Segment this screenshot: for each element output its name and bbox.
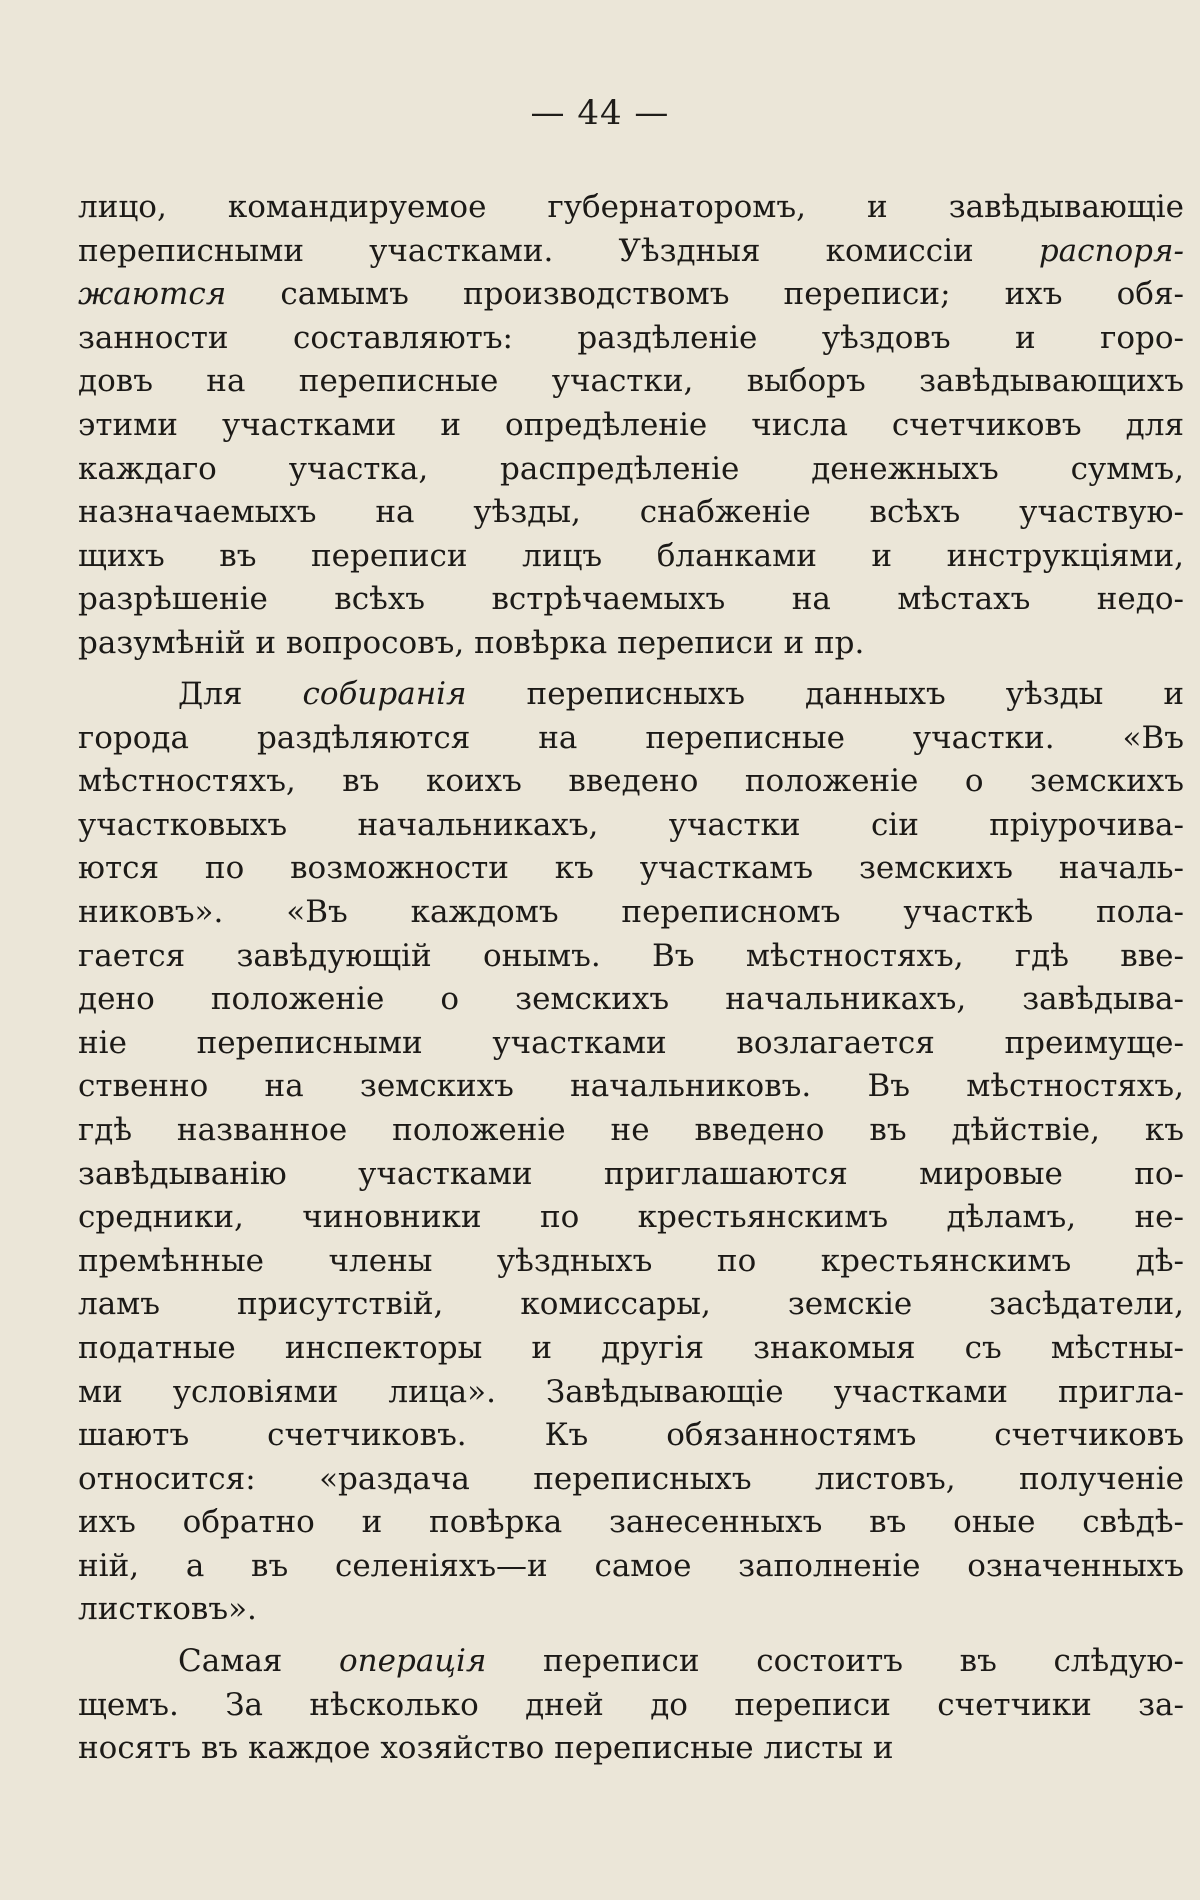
text-line	[78, 578, 1184, 622]
text-line	[78, 448, 1184, 492]
text-run: самымъ производствомъ переписи; ихъ обя-	[226, 276, 1184, 313]
text-run: средники, чиновники по крестьянскимъ дѣламъ, не-	[78, 1199, 1184, 1236]
text-run: ніе переписными участками возлагается преимуще-	[78, 1024, 1184, 1061]
text-run: мѣстностяхъ, въ коихъ введено положеніе о земскихъ	[78, 763, 1184, 800]
text-line	[78, 1153, 1184, 1197]
text-run: города раздѣляются на переписные участки. «Въ	[78, 719, 1184, 756]
text-run: ми условіями лица». Завѣдывающіе участками пригла-	[78, 1373, 1184, 1410]
text-line	[78, 717, 1184, 761]
text-run: переписи состоитъ въ слѣдую-	[486, 1643, 1184, 1679]
text-run: довъ на переписные участки, выборъ завѣдывающихъ	[78, 363, 1184, 400]
text-line	[78, 1196, 1184, 1240]
text-run: назначаемыхъ на уѣзды, снабженіе всѣхъ участвую-	[78, 494, 1184, 531]
paragraph-1	[78, 186, 1184, 666]
text-run: каждаго участка, распредѣленіе денежныхъ суммъ,	[78, 450, 1184, 487]
text-line	[78, 1327, 1184, 1371]
text-run: щихъ въ переписи лицъ бланками и инструкціями,	[78, 537, 1184, 574]
text-run: премѣнные члены уѣздныхъ по крестьянскимъ дѣ-	[78, 1242, 1184, 1279]
text-run: разумѣній и вопросовъ, повѣрка переписи и пр.	[78, 624, 865, 661]
paragraph-2	[78, 673, 1184, 1632]
italic-term: жаются	[78, 276, 227, 313]
text-run: никовъ». «Въ каждомъ переписномъ участкѣ пола-	[78, 893, 1184, 930]
text-run: носятъ въ каждое хозяйство переписные листы и	[78, 1730, 894, 1767]
text-run: переписныхъ данныхъ уѣзды и	[466, 676, 1184, 712]
text-run: занности составляютъ: раздѣленіе уѣздовъ и горо-	[78, 319, 1184, 356]
text-line	[78, 404, 1184, 448]
text-line	[78, 273, 1184, 317]
text-line	[78, 1727, 1184, 1771]
text-run: Для	[178, 676, 303, 712]
text-run: листковъ».	[78, 1591, 257, 1628]
text-line	[78, 317, 1184, 361]
text-run: гдѣ названное положеніе не введено въ дѣйствіе, къ	[78, 1111, 1184, 1148]
text-line	[78, 978, 1184, 1022]
text-run: ются по возможности къ участкамъ земскихъ началь-	[78, 850, 1184, 887]
text-line	[78, 804, 1184, 848]
paragraph-3	[78, 1640, 1184, 1771]
text-line	[78, 673, 1184, 717]
text-line	[78, 1022, 1184, 1066]
text-run: относится: «раздача переписныхъ листовъ, полученіе	[78, 1460, 1184, 1497]
page-number: — 44 —	[530, 93, 670, 133]
text-run: этими участками и опредѣленіе числа счетчиковъ для	[78, 406, 1184, 443]
text-run: ламъ присутствій, комиссары, земскіе засѣдатели,	[78, 1286, 1184, 1323]
text-line	[78, 186, 1184, 230]
text-line	[78, 1414, 1184, 1458]
text-run: ихъ обратно и повѣрка занесенныхъ въ оные свѣдѣ-	[78, 1504, 1184, 1541]
text-run: завѣдыванію участками приглашаются мировые по-	[78, 1155, 1184, 1192]
text-line	[78, 1240, 1184, 1284]
text-run: ственно на земскихъ начальниковъ. Въ мѣстностяхъ,	[78, 1068, 1184, 1105]
text-line	[78, 1458, 1184, 1502]
text-line	[78, 1501, 1184, 1545]
text-line	[78, 491, 1184, 535]
text-line	[78, 1109, 1184, 1153]
text-run: щемъ. За нѣсколько дней до переписи счетчики за-	[78, 1686, 1184, 1723]
text-run: переписными участками. Уѣздныя комиссіи	[78, 232, 1039, 269]
text-line	[78, 360, 1184, 404]
text-line	[78, 1283, 1184, 1327]
text-run: лицо, командируемое губернаторомъ, и завѣдывающіе	[78, 189, 1184, 225]
text-run: податные инспекторы и другія знакомыя съ мѣстны-	[78, 1329, 1184, 1366]
text-line	[78, 230, 1184, 274]
text-line	[78, 760, 1184, 804]
text-run: шаютъ счетчиковъ. Къ обязанностямъ счетчиковъ	[78, 1417, 1184, 1454]
text-line	[78, 1065, 1184, 1109]
text-line	[78, 1545, 1184, 1589]
text-run: ній, а въ селеніяхъ—и самое заполненіе означенныхъ	[78, 1547, 1184, 1584]
text-line	[78, 1371, 1184, 1415]
text-run: дено положеніе о земскихъ начальникахъ, завѣдыва-	[78, 981, 1184, 1018]
italic-term: распоря-	[1038, 232, 1184, 269]
text-line	[78, 1640, 1184, 1684]
text-line	[78, 935, 1184, 979]
text-line	[78, 622, 1184, 666]
text-line	[78, 891, 1184, 935]
italic-term: собиранія	[302, 676, 467, 712]
text-line	[78, 535, 1184, 579]
text-line	[78, 1588, 1184, 1632]
text-run: разрѣшеніе всѣхъ встрѣчаемыхъ на мѣстахъ недо-	[78, 581, 1184, 618]
text-line	[78, 1684, 1184, 1728]
text-run: участковыхъ начальникахъ, участки сіи пріурочива-	[78, 806, 1184, 843]
text-run: Самая	[178, 1643, 340, 1679]
text-run: гается завѣдующій онымъ. Въ мѣстностяхъ, гдѣ вве-	[78, 937, 1184, 974]
italic-term: операція	[339, 1643, 487, 1679]
text-line	[78, 847, 1184, 891]
